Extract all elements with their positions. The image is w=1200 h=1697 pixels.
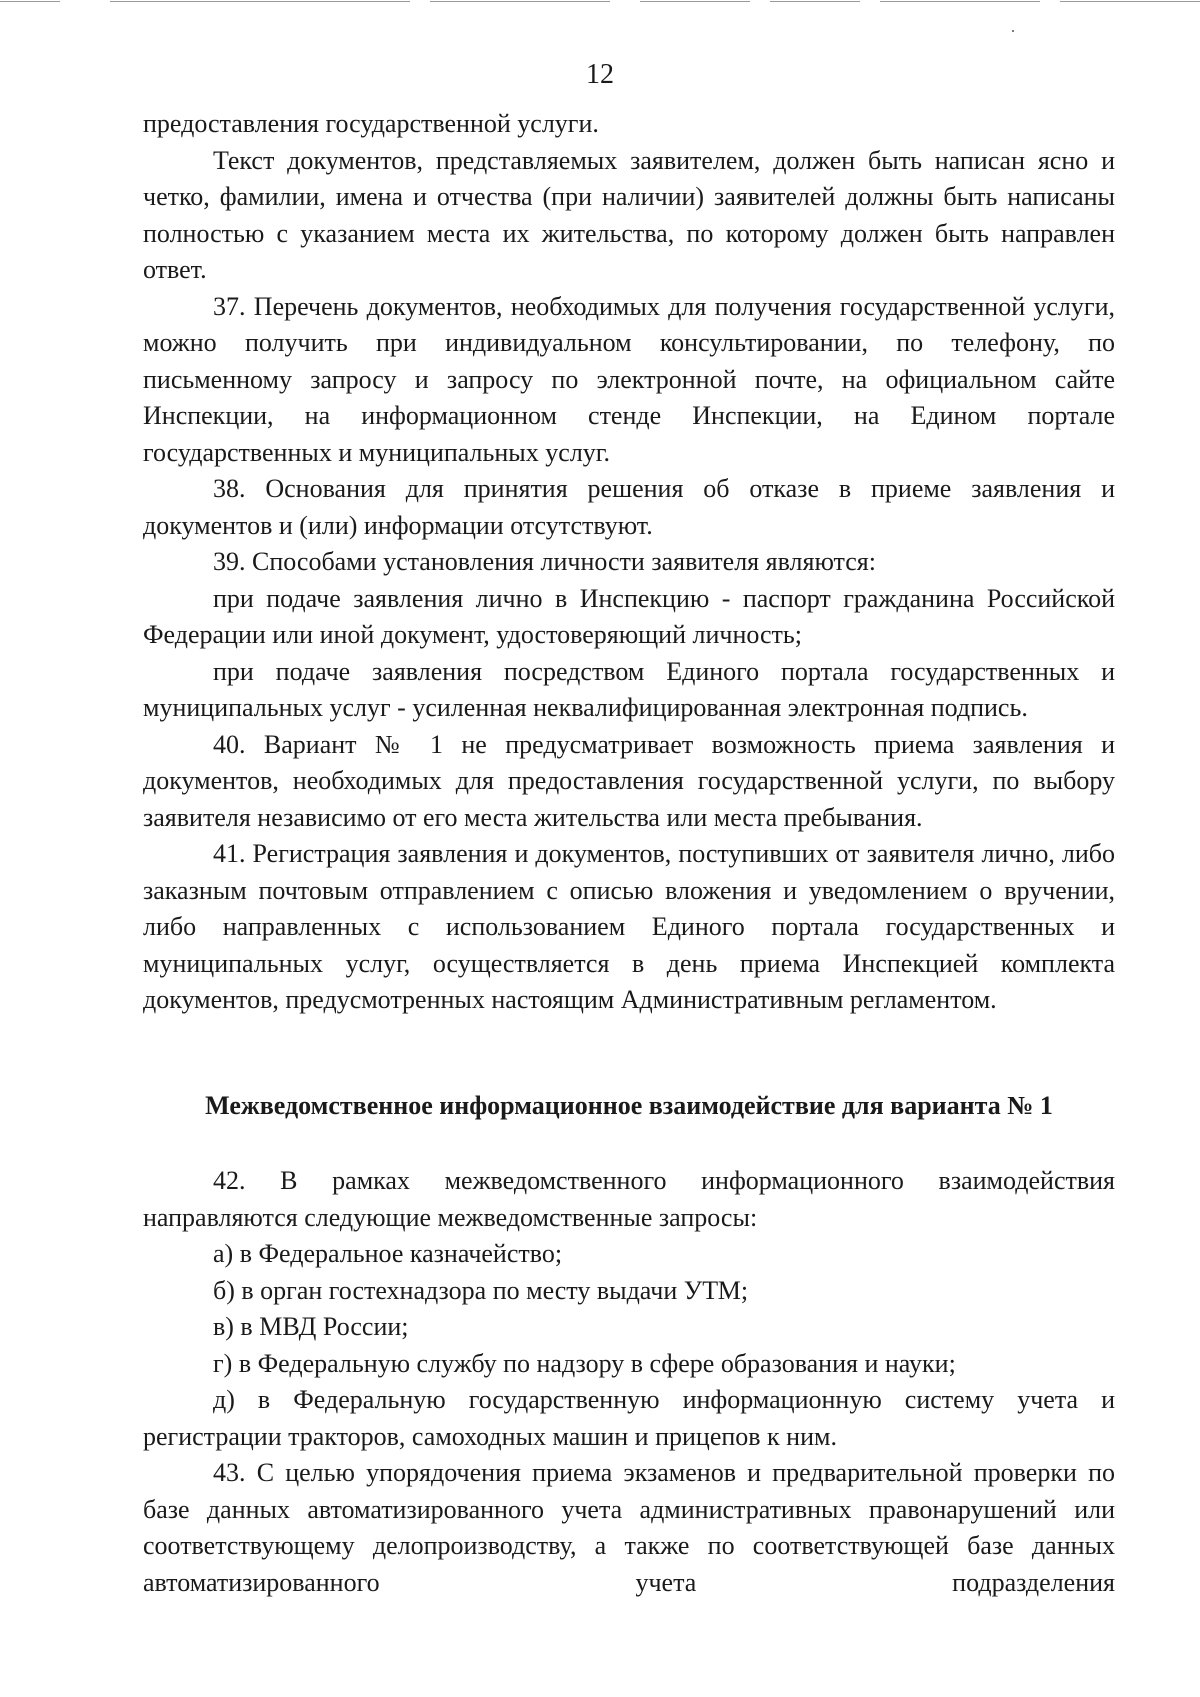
document-body-bottom <box>143 1163 1115 1601</box>
paragraph: 38. Основания для принятия решения об отказе в приеме заявления и документов и (или) информации отсутствуют. <box>143 474 1115 540</box>
paragraph: 42. В рамках межведомственного информационного взаимодействия направляются следующие межведомственные запросы: <box>143 1166 1115 1232</box>
paragraph: 43. С целью упорядочения приема экзаменов и предварительной проверки по базе данных автоматизированного учета административных правонарушений или соответствующему делопроизводству, а также по соответствующей базе данных автоматизированного учета подразделения <box>143 1458 1115 1597</box>
paragraph: при подаче заявления посредством Единого портала государственных и муниципальных услуг - усиленная неквалифицированная электронная подпись. <box>143 656 1115 722</box>
paragraph: а) в Федеральное казначейство; <box>213 1239 563 1268</box>
paragraph: Текст документов, представляемых заявителем, должен быть написан ясно и четко, фамилии, имена и отчества (при наличии) заявителей должны быть написаны полностью с указанием места их жительства, по которому должен быть направлен ответ. <box>143 145 1115 284</box>
paragraph: 37. Перечень документов, необходимых для получения государственной услуги, можно получить при индивидуальном консультировании, по телефону, по письменному запросу и запросу по электронной почте, на официальном сайте Инспекции, на информационном стенде Инспекции, на Едином портале государственных и муниципальных услуг. <box>143 291 1115 467</box>
paragraph: 41. Регистрация заявления и документов, поступивших от заявителя лично, либо заказным почтовым отправлением с описью вложения и уведомлением о вручении, либо направленных с использованием Единого портала государственных и муниципальных услуг, осуществляется в день приема Инспекцией комплекта документов, предусмотренных настоящим Административным регламентом. <box>143 839 1115 1014</box>
paragraph: б) в орган гостехнадзора по месту выдачи УТМ; <box>213 1275 749 1305</box>
paragraph: 39. Способами установления личности заявителя являются: <box>213 547 876 576</box>
page-number: 12 <box>586 59 614 90</box>
paragraph: 40. Вариант № 1 не предусматривает возможность приема заявления и документов, необходимых для предоставления государственной услуги, по выбору заявителя независимо от его места жительства или места пребывания. <box>143 729 1115 832</box>
scan-top-edge <box>0 0 1200 6</box>
paragraph: г) в Федеральную службу по надзору в сфере образования и науки; <box>213 1348 956 1378</box>
paragraph: предоставления государственной услуги. <box>143 109 599 138</box>
document-body-top <box>143 106 1115 1019</box>
scan-speck <box>1012 30 1014 32</box>
paragraph: при подаче заявления лично в Инспекцию - паспорт гражданина Российской Федерации или иной документ, удостоверяющий личность; <box>143 583 1115 649</box>
paragraph: в) в МВД России; <box>213 1312 409 1341</box>
section-heading: Межведомственное информационное взаимодействие для варианта № 1 <box>205 1091 1053 1120</box>
paragraph: д) в Федеральную государственную информационную систему учета и регистрации тракторов, самоходных машин и прицепов к ним. <box>143 1385 1115 1451</box>
